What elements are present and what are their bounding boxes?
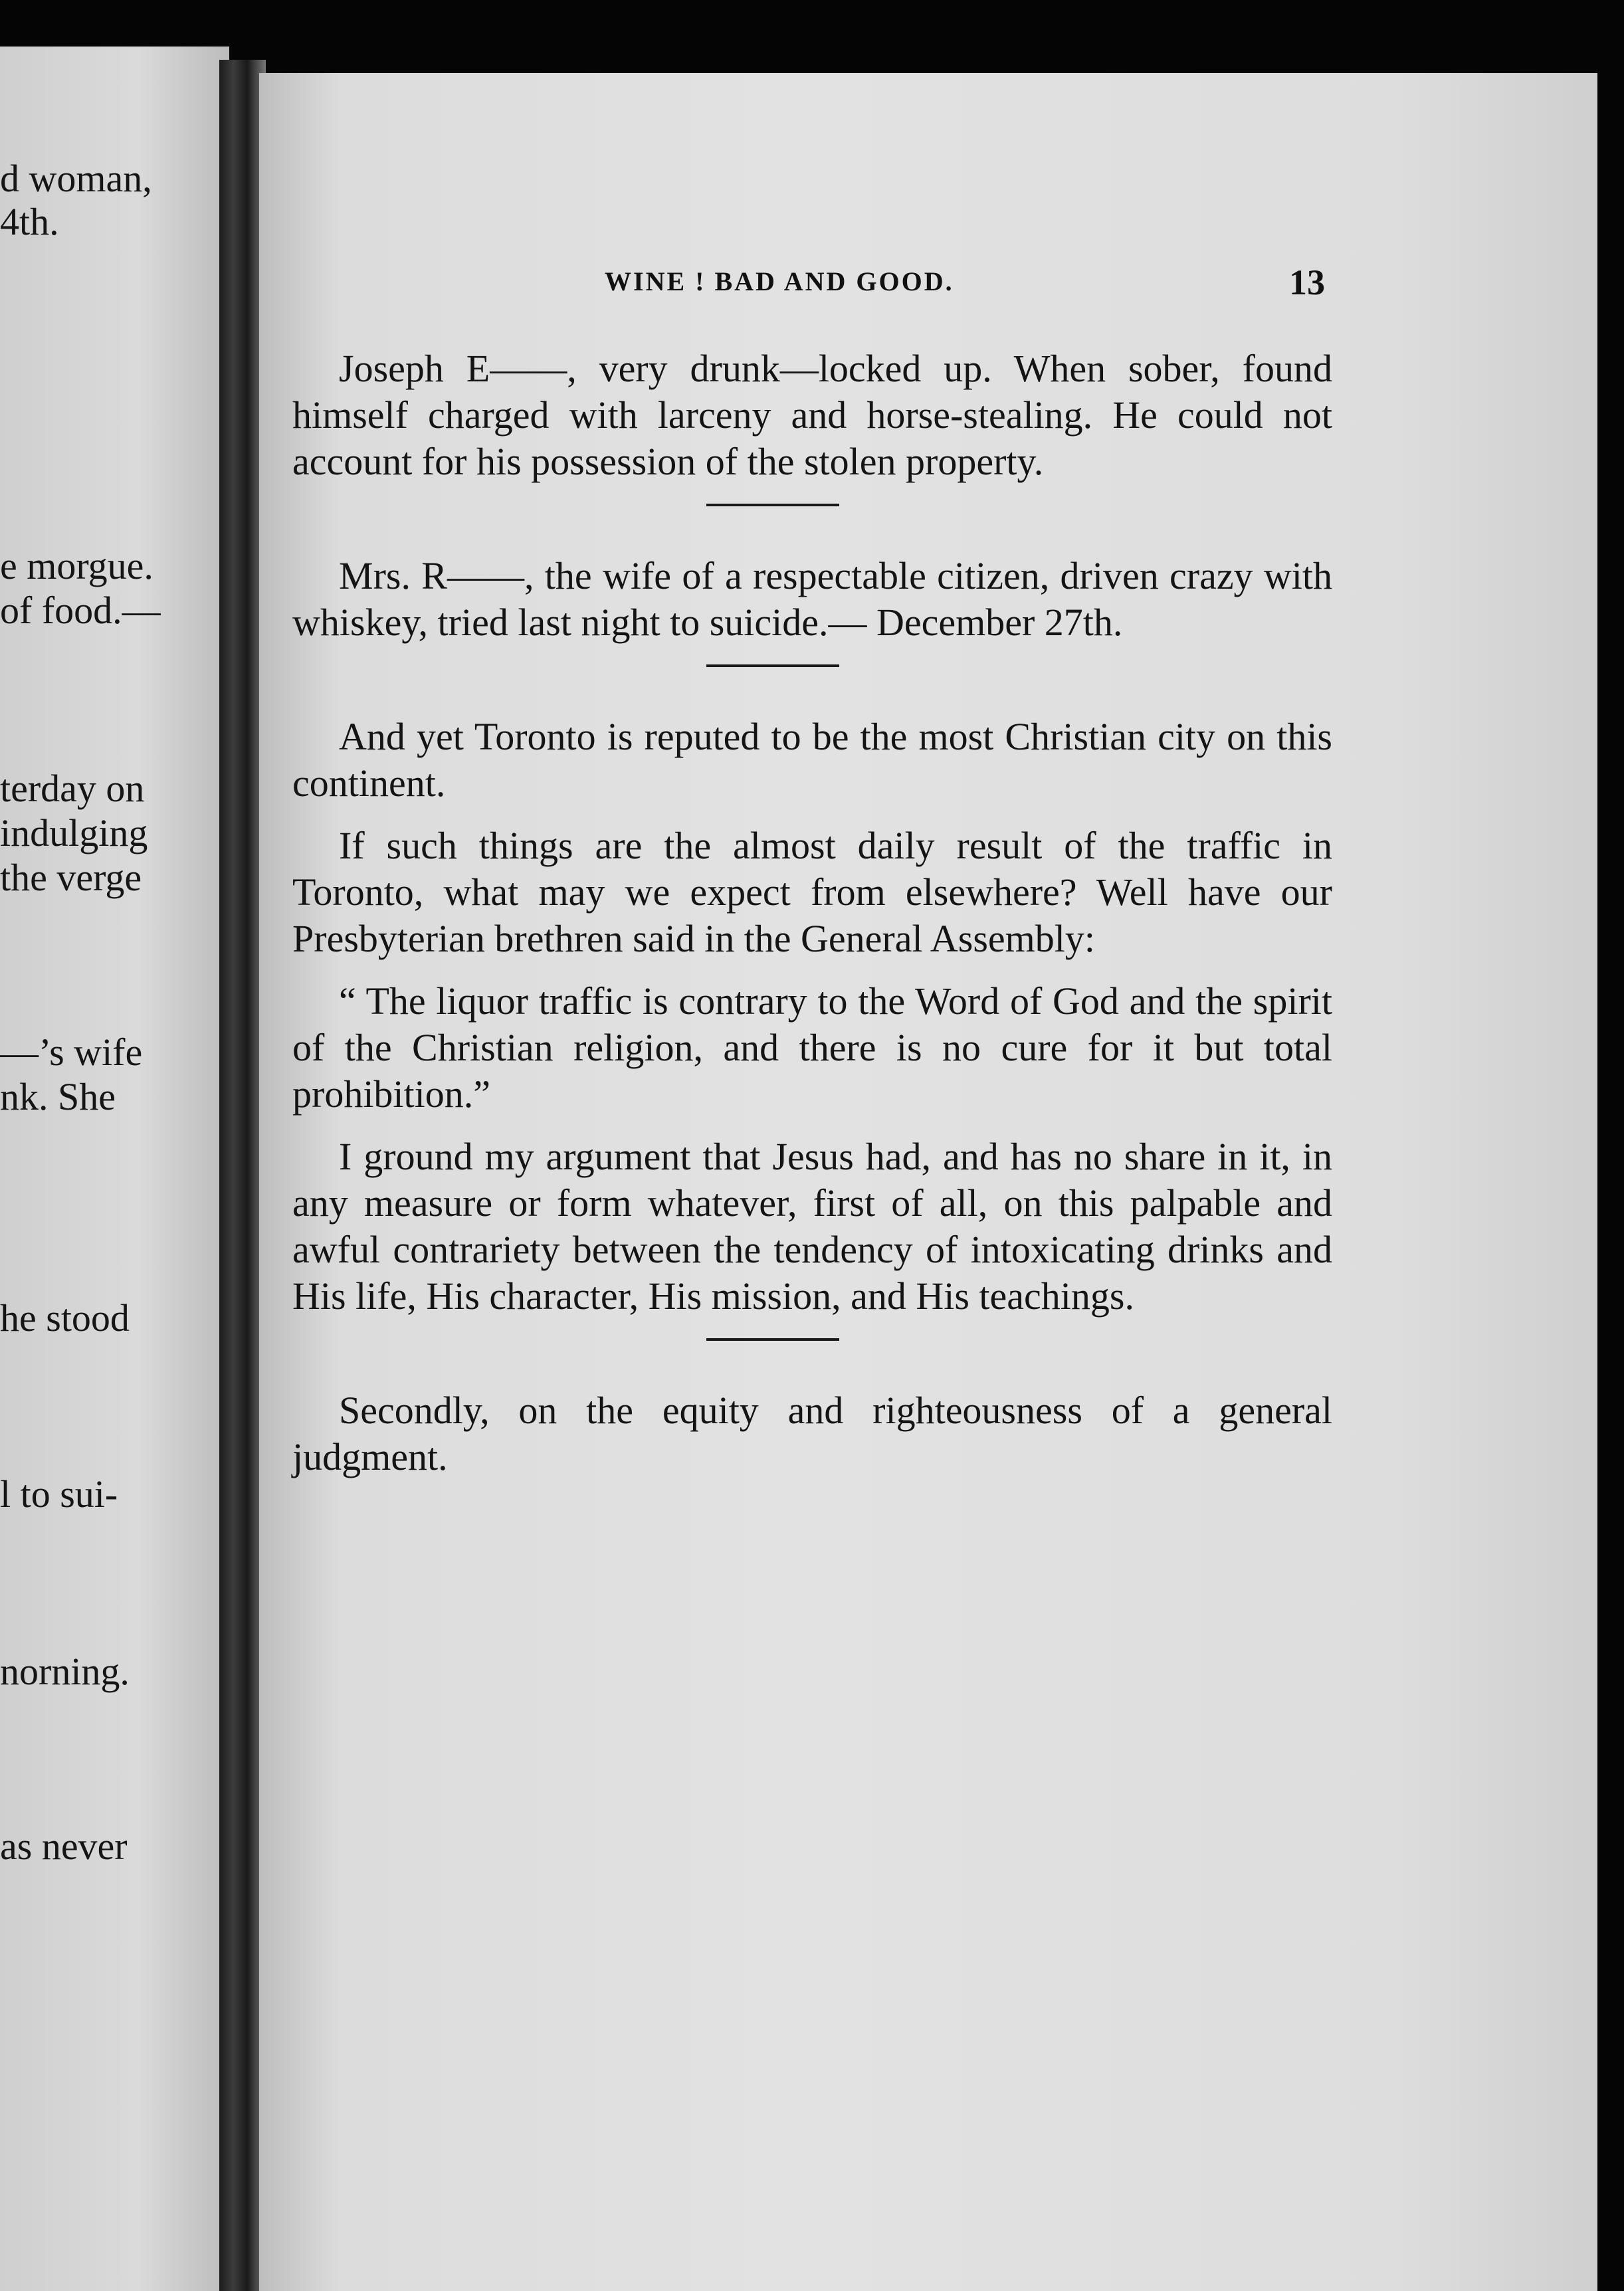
paragraph: Joseph E——, very drunk—locked up. When sober, found himself charged with larceny and horse-stealing. He could not account for his possession of the stolen property. [292, 347, 1332, 483]
paragraph: I ground my argument that Jesus had, and has no share in it, in any measure or form whatever, first of all, on this palpable and awful contrariety between the tendency of intoxicating drinks and His life, His character, His mission, and His teachings. [292, 1135, 1332, 1318]
facing-page-line: indulging [0, 811, 148, 854]
facing-page-line: of food.— [0, 589, 161, 632]
facing-page-line: the verge [0, 856, 142, 899]
facing-page-line: as never [0, 1825, 128, 1868]
paragraph: And yet Toronto is reputed to be the most Christian city on this continent. [292, 715, 1332, 805]
paragraph: Secondly, on the equity and righteousness of a general judgment. [292, 1389, 1332, 1478]
page-number: 13 [1289, 262, 1325, 302]
facing-page-line: l to sui- [0, 1472, 118, 1516]
paragraph: Mrs. R——, the wife of a respectable citizen, driven crazy with whiskey, tried last night to suicide.— December 27th. [292, 554, 1332, 644]
facing-page-line: 4th. [0, 200, 59, 243]
facing-page-line: norning. [0, 1650, 130, 1693]
section-divider [706, 1338, 839, 1341]
facing-page-line: terday on [0, 767, 145, 810]
body-text [292, 346, 1332, 1480]
facing-page [0, 47, 229, 2291]
facing-page-line: d woman, [0, 157, 152, 200]
quotation-paragraph: “ The liquor traffic is contrary to the Word of God and the spirit of the Christian religion, and there is no cure for it but total prohibition.” [292, 979, 1332, 1116]
facing-page-line: e morgue. [0, 544, 153, 587]
running-title: WINE ! BAD AND GOOD. [605, 266, 954, 296]
paragraph: If such things are the almost daily result of the traffic in Toronto, what may we expect from elsewhere? Well have our Presbyterian brethren said in the General Assembly: [292, 824, 1332, 960]
book-page [259, 73, 1597, 2291]
facing-page-line: —’s wife [0, 1031, 143, 1074]
section-divider [706, 504, 839, 506]
facing-page-line: he stood [0, 1296, 130, 1340]
facing-page-line: nk. She [0, 1075, 116, 1118]
section-divider [706, 664, 839, 667]
